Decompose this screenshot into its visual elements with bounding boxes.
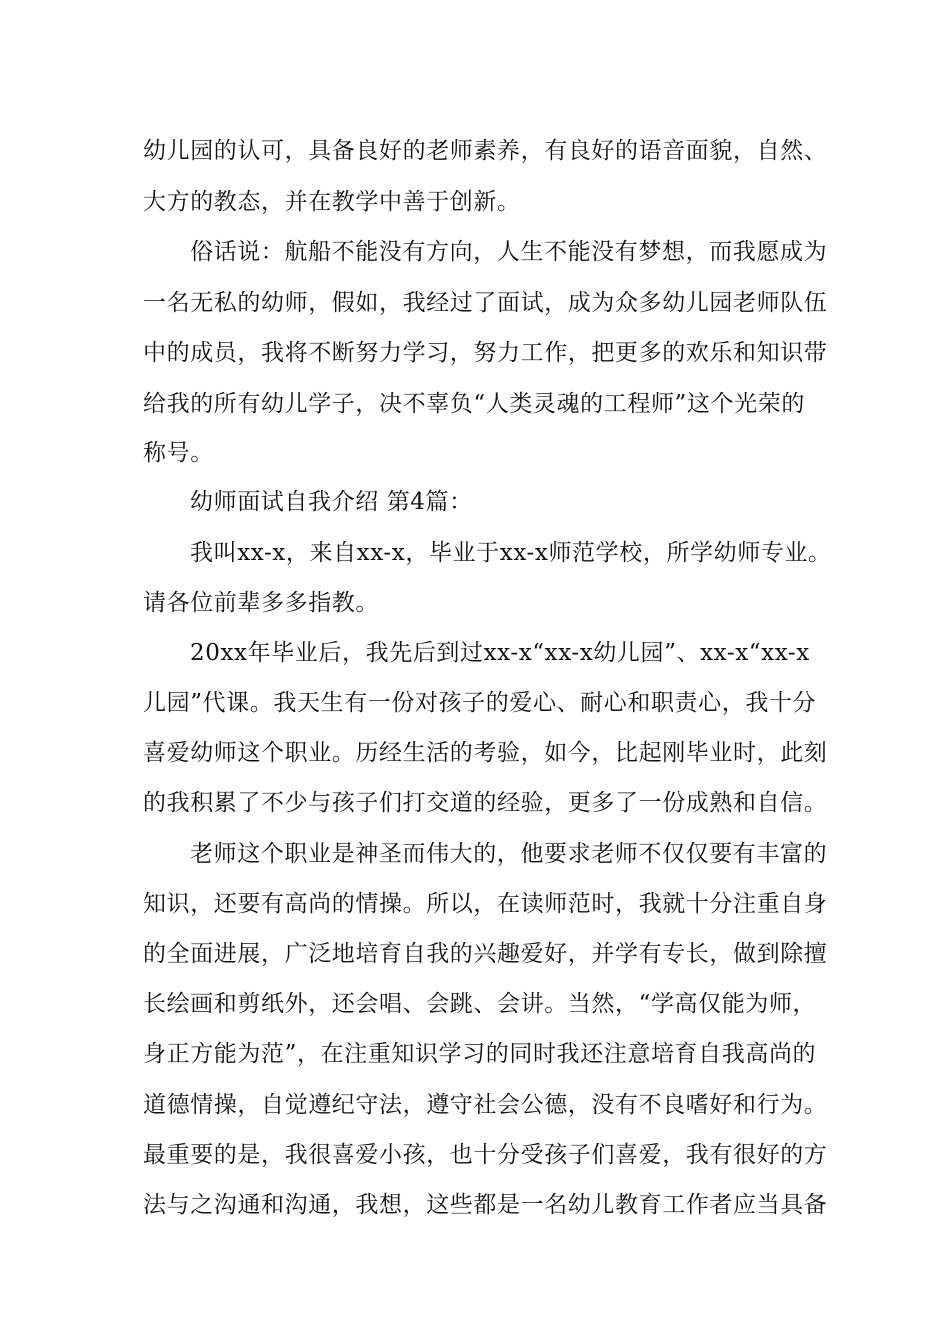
text-line: 身正方能为范”，在注重知识学习的同时我还注意培育自我高尚的 (143, 1041, 817, 1067)
text-line: 一名无私的幼师，假如，我经过了面试，成为众多幼儿园老师队伍 (143, 290, 828, 316)
section-heading: 幼师面试自我介绍 第4篇： (190, 489, 473, 515)
text-line: 喜爱幼师这个职业。历经生活的考验，如今，比起刚毕业时，此刻 (143, 740, 828, 766)
text-line: 长绘画和剪纸外，还会唱、会跳、会讲。当然，“学高仅能为师， (143, 991, 817, 1017)
text-line: 称号。 (143, 440, 214, 466)
paragraph-first-line: 我叫xx-x，来自xx-x，毕业于xx-x师范学校，所学幼师专业。 (190, 540, 832, 566)
text-line: 幼儿园的认可，具备良好的老师素养，有良好的语音面貌，自然、 (143, 138, 828, 164)
text-line: 的全面进展，广泛地培育自我的兴趣爱好，并学有专长，做到除擅 (143, 941, 828, 967)
text-line: 中的成员，我将不断努力学习，努力工作，把更多的欢乐和知识带 (143, 340, 828, 366)
text-line: 给我的所有幼儿学子，决不辜负“人类灵魂的工程师”这个光荣的 (143, 391, 805, 417)
text-line: 法与之沟通和沟通，我想，这些都是一名幼儿教育工作者应当具备 (143, 1192, 828, 1218)
text-line: 大方的教态，并在教学中善于创新。 (143, 189, 521, 215)
text-line: 道德情操，自觉遵纪守法，遵守社会公德，没有不良嗜好和行为。 (143, 1092, 828, 1118)
text-line: 请各位前辈多多指教。 (143, 590, 379, 616)
text-line: 知识，还要有高尚的情操。所以，在读师范时，我就十分注重自身 (143, 891, 828, 917)
text-line: 最重要的是，我很喜爱小孩，也十分受孩子们喜爱，我有很好的方 (143, 1142, 828, 1168)
paragraph-first-line: 老师这个职业是神圣而伟大的，他要求老师不仅仅要有丰富的 (190, 841, 828, 867)
paragraph-first-line: 俗话说：航船不能没有方向，人生不能没有梦想，而我愿成为 (190, 239, 828, 265)
text-line: 的我积累了不少与孩子们打交道的经验，更多了一份成熟和自信。 (143, 790, 828, 816)
text-line: 儿园”代课。我天生有一份对孩子的爱心、耐心和职责心，我十分 (143, 690, 817, 716)
paragraph-first-line: 20xx年毕业后，我先后到过xx-x“xx-x幼儿园”、xx-x“xx-x (190, 640, 810, 666)
